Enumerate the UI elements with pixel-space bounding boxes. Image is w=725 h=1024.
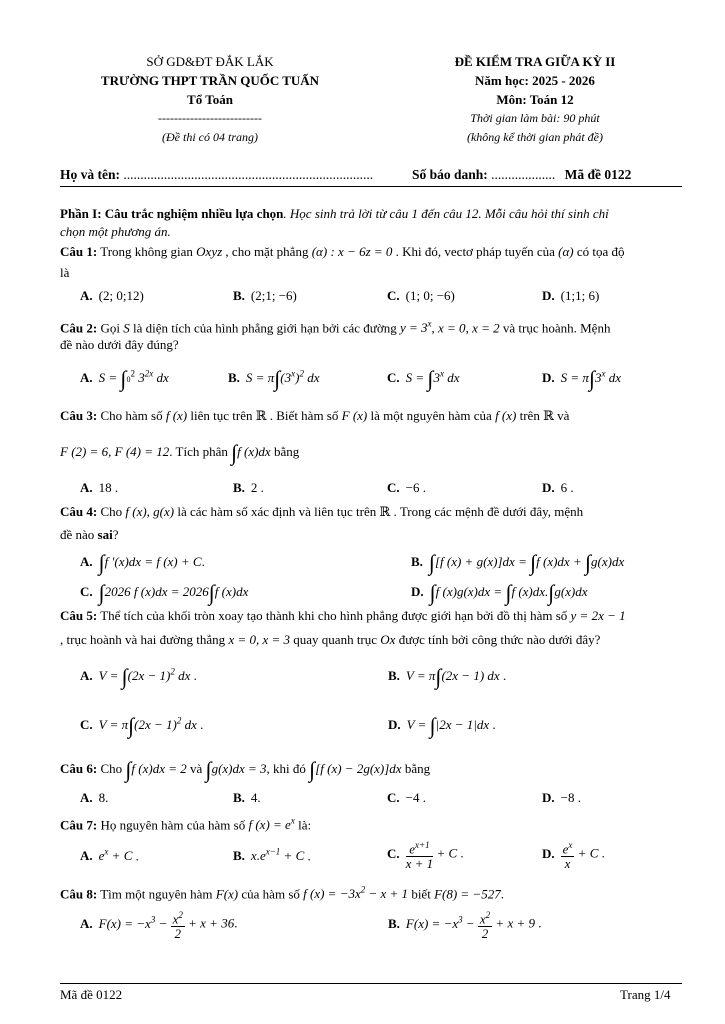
name-dots: .......................................................................... [123, 167, 374, 182]
header-left [60, 52, 360, 147]
q2-option-b: B. $S = \pi\int(3^x)^2$ dx [228, 366, 320, 391]
group-name: Tổ Toán [187, 92, 233, 107]
q7-option-b: B. $x.e^{x-1} + C$ . [233, 847, 311, 864]
q3-option-d: D. 6 . [542, 480, 574, 495]
q1-label: Câu 1: [60, 244, 98, 259]
q4-label: Câu 4: [60, 504, 98, 519]
part1-title: Phần I: Câu trắc nghiệm nhiều lựa chọn [60, 206, 284, 221]
q5-option-a: A. $V = \int(2x - 1)^2$ dx . [80, 664, 197, 689]
part1-instruction-2: chọn một phương án. [60, 224, 171, 239]
q7-label: Câu 7: [60, 817, 98, 833]
q6-option-a: A. 8. [80, 790, 109, 805]
question-8: Câu 8: Tìm một nguyên hàm F(x) của hàm số f $(x) = -3x^2 - x + 1$ biết F(8) = −527. [60, 885, 504, 902]
q4-option-d: D. ∫f (x)g(x)dx = ∫f (x)dx.∫g(x)dx [411, 580, 588, 605]
exam-time-note: (không kể thời gian phát đề) [466, 130, 604, 144]
exam-time: Thời gian làm bài: 90 phút [470, 111, 600, 125]
school-year: Năm học: 2025 - 2026 [475, 73, 595, 88]
q3-option-c: C. −6 . [387, 480, 426, 495]
info-divider [60, 186, 682, 187]
subject: Môn: Toán 12 [496, 92, 574, 107]
q5-option-c: C. $V = \pi\int(2x - 1)^2$ dx . [80, 713, 204, 738]
footer-divider [60, 983, 682, 984]
q8-label: Câu 8: [60, 886, 98, 902]
q7-option-c: C. $\frac{e^{x+1}}{x + 1}$ + C . [387, 840, 464, 872]
q7-option-d: D. $\frac{e^x}{x}$ + C . [542, 840, 605, 872]
q3-option-a: A. 18 . [80, 480, 119, 495]
q2-option-a: A. $S = \int 0^2$ $3^{2x}$ dx [80, 366, 169, 391]
q6-label: Câu 6: [60, 761, 98, 776]
name-label: Họ và tên: [60, 167, 120, 182]
q2-option-d: D. $S = \pi\int 3^x$ dx [542, 366, 621, 391]
exam-code: Mã đề 0122 [564, 167, 632, 182]
student-info-row [60, 167, 682, 183]
footer-exam-code: Mã đề 0122 [60, 987, 123, 1002]
q5-label: Câu 5: [60, 608, 98, 623]
question-7: Câu 7: Họ nguyên hàm của hàm số f $(x) = e^x$ là: [60, 816, 312, 833]
q8-option-a: A. $F(x) = -x^3$ − $\frac{x^2}{2}$ + x + 36. [80, 910, 238, 942]
q4-option-b: B. ∫[f (x) + g(x)]dx = ∫f (x)dx + ∫g(x)dx [411, 550, 625, 575]
sbd-dots: ................... [491, 167, 556, 182]
q2-option-c: C. $S = \int 3^x$ dx [387, 366, 460, 391]
q5-option-d: D. V = ∫|2x − 1|dx . [388, 713, 496, 738]
q5-option-b: B. V = π∫(2x − 1) dx . [388, 664, 507, 689]
school-name: TRƯỜNG THPT TRẦN QUỐC TUẤN [100, 73, 320, 88]
exam-title: ĐỀ KIỂM TRA GIỮA KỲ II [454, 54, 616, 69]
q3-label: Câu 3: [60, 408, 98, 423]
q3-option-b: B. 2 . [233, 480, 264, 495]
q6-option-d: D. −8 . [542, 790, 581, 805]
q4-option-a: A. ∫f ′(x)dx = f (x) + C. [80, 550, 205, 575]
part1-heading [60, 205, 685, 223]
question-3: Câu 3: Cho hàm số f (x) liên tục trên ℝ . Biết hàm số F (x) là một nguyên hàm của f (x) trên ℝ và [60, 408, 570, 423]
question-4-cont: đề nào sai? [60, 527, 119, 542]
q6-option-b: B. 4. [233, 790, 261, 805]
question-6: Câu 6: Cho ∫f (x)dx = 2 và ∫g(x)dx = 3, khi đó ∫[f (x) − 2g(x)]dx bằng [60, 757, 431, 782]
header-right [390, 52, 680, 147]
question-5-cont: , trục hoành và hai đường thẳng x = 0, x = 3 quay quanh trục Ox được tính bởi công thức nào dưới đây? [60, 632, 601, 647]
q4-option-c: C. ∫2026 f (x)dx = 2026∫f (x)dx [80, 580, 249, 605]
question-5: Câu 5: Thể tích của khối tròn xoay tạo thành khi cho hình phẳng được giới hạn bởi đồ thị hàm số y = 2x − 1 [60, 608, 626, 623]
q8-option-b: B. $F(x) = -x^3$ − $\frac{x^2}{2}$ + x + 9 . [388, 910, 542, 942]
q1-option-b: B. (2;1; −6) [233, 288, 297, 303]
sbd-label: Số báo danh: [412, 167, 488, 182]
question-1-cont: là [60, 265, 70, 280]
footer-page-number: Trang 1/4 [620, 987, 671, 1002]
q1-option-d: D. (1;1; 6) [542, 288, 600, 303]
question-4: Câu 4: Cho f (x), g(x) là các hàm số xác định và liên tục trên ℝ . Trong các mệnh đề dưới đây, mệnh [60, 504, 584, 519]
header-dashes: -------------------------- [158, 111, 262, 125]
question-1: Câu 1: Trong không gian Oxyz , cho mặt phẳng (α) : x − 6z = 0 . Khi đó, vectơ pháp tuyến của (α) có tọa độ [60, 244, 625, 259]
q1-option-c: C. (1; 0; −6) [387, 288, 455, 303]
q1-option-a: A. (2; 0;12) [80, 288, 144, 303]
department-name: SỞ GD&ĐT ĐẮK LẮK [146, 54, 274, 69]
q6-option-c: C. −4 . [387, 790, 426, 805]
part1-instruction: . Học sinh trả lời từ câu 1 đến câu 12. Mỗi câu hỏi thí sinh chỉ [283, 206, 609, 221]
q2-label: Câu 2: [60, 320, 98, 336]
question-2: Câu 2: Gọi S là diện tích của hình phẳng giới hạn bởi các đường $y = 3^x$, x = 0, x = 2 và trục hoành. Mệnh [60, 319, 611, 336]
q7-option-a: A. $e^x + C$ . [80, 847, 139, 864]
pages-note: (Đề thi có 04 trang) [162, 130, 258, 144]
question-2-cont: đề nào dưới đây đúng? [60, 337, 179, 352]
question-3-cont: F (2) = 6, F (4) = 12. Tích phân ∫f (x)dx bằng [60, 440, 300, 465]
